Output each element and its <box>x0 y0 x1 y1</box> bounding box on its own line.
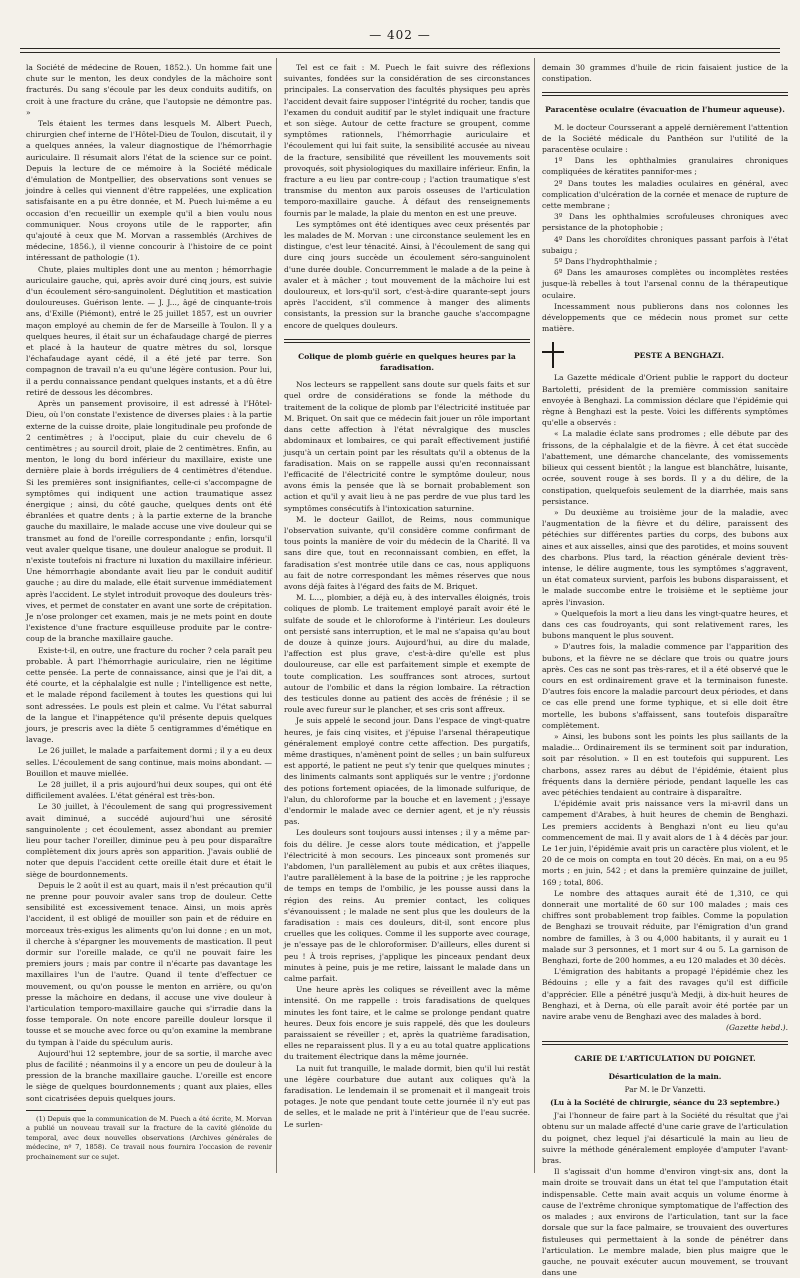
section-author: Par M. le Dr Vanzetti. <box>624 1084 706 1094</box>
paragraph: la Société de médecine de Rouen, 1852.). Un homme fait une chute sur le menton, les deux condyles de la mâchoire sont fracturés. Du sang s'écoule par les deux conduits auditifs, on croit à une fracture du crâne, que l'autopsie ne démontre pas. » <box>26 63 272 117</box>
header-rule-thin <box>20 52 780 53</box>
column-2 <box>284 62 530 1177</box>
paragraph: Depuis le 2 août il est au quart, mais il n'est précaution qu'il ne prenne pour pouvoir avaler sans trop de douleur. Cette sensibilité est excessivement tenace. Ainsi, un mois après l'accident, il est obligé de mouiller son pain et de réduire en morceaux très-exigus les aliments qu'on lui donne ; en un mot, il cherche à s'épargner les mouvements de mastication. Il peut dormir sur l'oreille malade, ce qu'il ne pouvait faire les premiers jours ; mais par contre il n'écarte pas davantage les maxillaires l'un de l'autre. Quand il tente d'effectuer ce mouvement, ou qu'on pousse le menton en arrière, ou qu'on presse la mâchoire en dedans, il accuse une vive douleur à l'articulation temporo-maxillaire gauche qui s'irradie dans la fosse temporale. On note encore pareille douleur lorsque il tousse et se mouche avec force ou qu'on examine la membrane du tympan à l'aide du spéculum auris. <box>26 880 272 1047</box>
paragraph: Tels étaient les termes dans lesquels M. Albert Puech, chirurgien chef interne de l'Hôtel-Dieu de Toulon, discutait, il y a quelques années, la valeur diagnostique de l'hémorrhagie auriculaire. Il résumait alors l'état de la science sur ce point. Depuis la lecture de ce mémoire à la Société médicale d'émulation de Montpellier, des observations sont venues se joindre à celles qui viennent d'être rappelées, une explication satisfaisante en a pu être donnée, et M. Puech lui-même a eu occasion d'en recueillir un exemple qu'il a bien voulu nous communiquer. Nous croyons utile de le rapporter, afin qu'ajouté à ceux que M. Morvan a rassemblés (Archives de médecine, 1856.), il vienne concourir à l'histoire de ce point intéressant de pathologie (1). <box>26 119 272 263</box>
paragraph: Le 30 juillet, à l'écoulement de sang qui progressivement avait diminué, a succédé aujourd'hui une sérosité sanguinolente ; cet écoulement, assez abondant au premier lieu pour tacher l'oreiller, diminue peu à peu pour disparaître complètement dix jours après son apparition. J'avais oublié de noter que depuis l'accident cette oreille était dure et était le siège de bourdonnements. <box>26 802 272 879</box>
page-header <box>20 18 780 48</box>
list-item: 6º Dans les amauroses complètes ou incomplètes restées jusque-là rebelles à tout l'arsenal connu de la thérapeutique oculaire. <box>542 268 788 300</box>
paragraph: L'épidémie avait pris naissance vers la mi-avril dans un campement d'Arabes, à huit heures de chemin de Benghazi. Les premiers accidents à Benghazi n'ont eu lieu qu'au commencement de mai. Il y avait alors de 1 à 4 décès par jour. Le 1er juin, l'épidémie avait pris un caractère plus violent, et le 20 de ce mois on compta en tout 20 décès. En mai, on a eu 95 morts ; en juin, 542 ; et dans la première quinzaine de juillet, 169 ; total, 806. <box>542 799 788 887</box>
section-title-carie: CARIE DE L'ARTICULATION DU POIGNET. <box>574 1054 756 1064</box>
section-title-paracentese: Paracentèse oculaire (évacuation de l'humeur aqueuse). <box>545 105 785 115</box>
paragraph: Aujourd'hui 12 septembre, jour de sa sortie, il marche avec plus de facilité ; néanmoins il y a encore un peu de douleur à la pression de la branche maxillaire gauche. L'oreille est encore le siège de quelques bourdonnements ; quant aux plaies, elles sont cicatrisées depuis quelques jours. <box>26 1048 272 1103</box>
section-rule <box>542 1041 788 1045</box>
paragraph: Tel est ce fait : M. Puech le fait suivre des réflexions suivantes, fondées sur la considération de ses circonstances principales. La conservation des facultés physiques peu après l'accident devait faire supposer l'intégrité du rocher, tandis que l'examen du conduit auditif par le stylet indiquait une fracture et son siège. Autour de cette fracture se groupent, comme symptômes rationnels, l'hémorrhagie auriculaire et l'écoulement qui lui fait suite, la sensibilité accusée au niveau de la fracture, sensibilité que réveillent les mouvements soit provoqués, soit physiologiques du maxillaire inférieur. Enfin, la fracture a eu lieu par contre-coup ; l'action traumatique s'est transmise du menton aux parois osseuses de l'articulation temporo-maxillaire gauche. À défaut des renseignements fournis par le malade, la plaie du menton en est une preuve. <box>284 63 530 218</box>
section-title-peste: PESTE A BENGHAZI. <box>633 350 725 360</box>
paragraph: Les douleurs sont toujours aussi intenses ; il y a même par-fois du délire. Je cesse alors toute médication, et j'appelle l'électricité à mon secours. Les pinceaux sont promenés sur l'abdomen, l'un parallèlement au pubis et aux crêtes iliaques, l'autre parallèlement à la base de la poitrine ; je les rapproche de temps en temps de l'ombilic, je les pousse aussi dans la région des reins. Au premier contact, les coliques s'évanouissent ; le malade ne sent plus que les douleurs de la faradisation : mais ces douleurs, dit-il, sont encore plus cruelles que les coliques. Comme il les supporte avec courage, je n'essaye pas de le chloroformiser. D'ailleurs, elles durent si peu ! À trois reprises, j'applique les pinceaux pendant deux minutes à peine, puis je me retire, laissant le malade dans un calme parfait. <box>284 828 530 984</box>
list-item: 1º Dans les ophthalmies granulaires chroniques compliquées de kératites pannifor-mes ; <box>542 156 788 177</box>
paragraph: » D'autres fois, la maladie commence par l'apparition des bubons, et la fièvre ne se déclare que trois ou quatre jours après. Ces cas ne sont pas très-rares, et il a été observé que le cours en est ordinairement grave et la terminaison funeste. D'autres fois encore la maladie parcourt deux périodes, et dans ce cas elle prend une forme typhique, et si elle doit être mortelle, les bubons s'affaissent, sans toutefois disparaître complètement. <box>542 642 788 730</box>
paragraph: » Quelquefois la mort a lieu dans les vingt-quatre heures, et dans ces cas foudroyants, qui sont relativement rares, les bubons manquent le plus souvent. <box>542 608 788 641</box>
column-divider-2 <box>534 58 535 1173</box>
paragraph: Après un pansement provisoire, il est adressé à l'Hôtel-Dieu, où l'on constate l'existence de diverses plaies : à la partie externe de la cuisse droite, plaie longitudinale peu profonde de 2 centimètres ; à l'occiput, plaie du cuir chevelu de 6 centimètres ; au sourcil droit, plaie de 2 centimètres. Enfin, au menton, le long du bord inférieur du maxillaire, existe une dernière plaie à bords irréguliers de 4 centimètres d'étendue. Si les premières sont insignifiantes, celle-ci s'accompagne de symptômes qui indiquent une action traumatique assez énergique ; ainsi, du côté gauche, quelques dents ont été ébranlées et quatre dents ; à la partie externe de la branche gauche du maxillaire, le malade accuse une vive douleur qui se transmet au fond de l'oreille correspondante ; enfin, lorsqu'il veut avaler quelque tisane, une douleur analogue se produit. Il n'existe toutefois ni fracture ni luxation du maxillaire inférieur. Une hémorrhagie abondante avait lieu par le conduit auditif gauche ; au dire du malade, elle était survenue immédiatement après l'accident. Le stylet introduit provoque des douleurs très-vives, et permet de constater en avant une sorte de crépitation. Je n'ose prolonger cet examen, mais je ne mets point en doute l'existence d'une fracture esquilleuse produite par le contre-coup de la branche maxillaire gauche. <box>26 399 272 644</box>
column-3 <box>542 62 788 1278</box>
paragraph: La nuit fut tranquille, le malade dormit, bien qu'il lui restât une légère courbature due autant aux coliques qu'à la faradisation. Le lendemain il se promenait et il mangeait trois potages. Je note que pendant toute cette journée il n'y eut pas de selles, et le malade ne prit à l'intérieur que de l'eau sucrée. Le surlen- <box>284 1063 530 1129</box>
paragraph: « La maladie éclate sans prodromes ; elle débute par des frissons, de la céphalalgie et de la fièvre. À cet état succède l'abattement, une démarche chancelante, des vomissements bilieux qui cessent bientôt ; la langue est blanchâtre, luisante, ocrée, souvent rouge à ses bords. Il y a du délire, de la constipation, quelquefois seulement de la diarrhée, mais sans persistance. <box>542 429 788 506</box>
section-title-colique: Colique de plomb guérie en quelques heures par la faradisation. <box>298 351 516 373</box>
page-number: — 402 — <box>369 28 431 42</box>
paragraph: Le 26 juillet, le malade a parfaitement dormi ; il y a eu deux selles. L'écoulement de sang continue, mais moins abondant. — Bouillon et mauve miellée. <box>26 746 272 778</box>
paragraph: Les symptômes ont été identiques avec ceux présentés par les malades de M. Morvan : une circonstance seulement les en distingue, c'est leur ténacité. Ainsi, à l'écoulement de sang qui dure cinq jours succède un écoulement séro-sanguinolent d'une durée double. Concurremment le malade a de la peine à avaler et à mâcher ; tout mouvement de la mâchoire lui est douloureux, et lors-qu'il sort, c'est-à-dire quarante-sept jours après l'accident, s'il commence à manger des aliments consistants, la pression sur la branche gauche s'accompagne encore de quelques douleurs. <box>284 219 530 330</box>
paragraph: L'émigration des habitants a propagé l'épidémie chez les Bédouins ; elle y a fait des ravages qu'il est difficile d'apprécier. Elle a pénétré jusqu'à Medji, à dix-huit heures de Benghazi, et à Derna, où elle paraît avoir été portée par un navire arabe venu de Benghazi avec des malades à bord. <box>542 967 788 1022</box>
paragraph: M. le docteur Coursserant a appelé dernièrement l'attention de la Société médicale du Panthéon sur l'utilité de la paracentèse oculaire : <box>542 122 788 155</box>
source-signature: (Gazette hebd.). <box>726 1023 788 1033</box>
paragraph: Le 28 juillet, il a pris aujourd'hui deux soupes, qui ont été difficilement avalées. L'état général est très-bon. <box>26 780 272 801</box>
cross-icon <box>542 342 564 368</box>
observation-title-paragraph: Chute, plaies multiples dont une au menton ; hémorrhagie auriculaire gauche, qui, après avoir duré cinq jours, est suivie d'un écoulement séro-sanguinolent. Déglutition et mastication douloureuses. Guérison lente. — J. J..., âgé de cinquante-trois ans, d'Exille (Piémont), entré le 25 juillet 1857, est un ouvrier maçon employé au chemin de fer de Marseille à Toulon. Il y a quelques heures, il était sur un échafaudage chargé de pierres et placé à la hauteur de quatre mètres du sol, lorsque l'échafaudage ayant cédé, il a été jeté par terre. Son compagnon de travail n'a eu qu'une légère contusion. Pour lui, il a perdu connaissance pendant quelques instants, et a dû être retiré de dessous les décombres. <box>26 264 272 397</box>
column-1 <box>26 62 272 1177</box>
column-divider-1 <box>276 58 277 1173</box>
section-rule <box>542 92 788 96</box>
paragraph: Incessamment nous publierons dans nos colonnes les développements que ce médecin nous promet sur cette matière. <box>542 301 788 334</box>
header-rule <box>20 48 780 49</box>
list-item: 5º Dans l'hydrophthalmie ; <box>554 257 658 267</box>
paragraph: demain 30 grammes d'huile de ricin faisaient justice de la constipation. <box>542 63 788 84</box>
section-subtitle: Désarticulation de la main. <box>608 1071 722 1081</box>
plague-heading <box>542 342 788 368</box>
paragraph: Le nombre des attaques aurait été de 1,310, ce qui donnerait une mortalité de 60 sur 100 malades ; mais ces chiffres sont probablement trop faibles. Comme la population de Benghazi se trouvait réduite, par l'émigration d'un grand nombre de familles, à 3 ou 4,000 habitants, il y aurait eu 1 malade sur 3 personnes, et 1 mort sur 4 ou 5. La garnison de Benghazi, forte de 200 hommes, a eu 120 malades et 30 décès. <box>542 888 788 966</box>
section-context: (Lu à la Société de chirurgie, séance du 23 septembre.) <box>550 1098 780 1108</box>
paragraph: Je suis appelé le second jour. Dans l'espace de vingt-quatre heures, je fais cinq visites, et j'épuise l'arsenal thérapeutique généralement employé contre cette affection. Des purgatifs, même drastiques, n'amènent point de selles ; un bain sulfureux est apporté, le patient ne peut s'y tenir que quelques minutes ; des liniments calmants sont appliqués sur le ventre ; j'ordonne des potions fortement opiacées, de la limonade sulfurique, de l'alun, du chloroforme par la bouche et en lavement ; j'essaye d'endormir le malade avec ce dernier agent, et je n'y réussis pas. <box>284 716 530 827</box>
paragraph: J'ai l'honneur de faire part à la Société du résultat que j'ai obtenu sur un malade affecté d'une carie grave de l'articulation du poignet, chez lequel j'ai désarticulé la main au lieu de suivre la méthode généralement employée d'amputer l'avant-bras. <box>542 1111 788 1166</box>
paragraph: Nos lecteurs se rappellent sans doute sur quels faits et sur quel ordre de considérations se fonde la méthode du traitement de la colique de plomb par l'électricité instituée par M. Briquet. On sait que ce médecin fait jouer un rôle important dans cette affection à l'état névralgique des muscles abdominaux et lombaires, ce qui paraît effectivement justifié jusqu'à un certain point par les résultats qu'il a obtenus de la faradisation. Mais on se rappelle aussi qu'en reconnaissant l'efficacité de l'électricité contre le symptôme douleur, nous avons émis la pensée que là se bornait probablement son action et qu'il y avait lieu à ne pas perdre de vue plus tard les symptômes consécutifs à l'intoxication saturnine. <box>284 380 530 513</box>
paragraph: La Gazette médicale d'Orient publie le rapport du docteur Bartoletti, président de la première commission sanitaire envoyée à Benghazi. La commission déclare que l'épidémie qui règne à Benghazi est la peste. Voici les différents symptômes qu'elle a observés : <box>542 373 788 428</box>
list-item: 3º Dans les ophthalmies scrofuleuses chroniques avec persistance de la photophobie ; <box>542 212 788 233</box>
paragraph: Il s'agissait d'un homme d'environ vingt-six ans, dont la main droite se trouvait dans un état tel que l'amputation était indispensable. Cette main avait acquis un volume énorme à cause de l'extrême chronique symptomatique de l'affection des os malades ; aux environs de l'articulation, tant sur la face dorsale que sur la face palmaire, se trouvaient des ouvertures fistuleuses qui permettaient à la sonde de pénétrer dans l'articulation. Le membre malade, bien plus maigre que le gauche, ne pouvait exécuter aucun mouvement, se trouvant dans une <box>542 1167 788 1278</box>
paragraph: » Du deuxième au troisième jour de la maladie, avec l'augmentation de la fièvre et du délire, paraissent des pétéchies sur différentes parties du corps, des bubons aux aines et aux aisselles, ainsi que des parotides, et moins souvent des charbons. Plus tard, la réaction générale devient très-intense, le délire augmente, tous les symptômes s'aggravent, un état comateux survient, parfois les bubons disparaissent, et le malade succombe entre le troisième et le septième jour après l'invasion. <box>542 507 788 607</box>
paragraph: Une heure après les coliques se réveillent avec la même intensité. On me rappelle : trois faradisations de quelques minutes les font taire, et le calme se prolonge pendant quatre heures. Deux fois encore je suis rappelé, dès que les douleurs paraissaient se réveiller ; et, après la quatrième faradisation, elles ne reparaissent plus. Il y a eu au total quatre applications du traitement électrique dans la même journée. <box>284 985 530 1062</box>
list-item: 4º Dans les choroïdites chroniques passant parfois à l'état subaigu ; <box>542 234 788 255</box>
paragraph: » Ainsi, les bubons sont les points les plus saillants de la maladie... Ordinairement ils se terminent soit par induration, soit par résolution. » Il en est toutefois qui suppurent. Les charbons, assez rares au début de l'épidémie, étaient plus fréquents dans la dernière période, pendant laquelle les cas avec pétéchies tendaient au contraire à disparaître. <box>542 731 788 797</box>
footnote-rule <box>26 1110 86 1111</box>
paragraph: M. le docteur Gaillot, de Reims, nous communique l'observation suivante, qu'il considère comme confirmant de tous points la manière de voir du médecin de la Charité. Il va sans dire que, tout en reconnaissant combien, en effet, la faradisation s'est montrée utile dans ce cas, nous appliquons au fait de notre correspondant les mêmes réserves que nous avons déjà faites à l'égard des faits de M. Briquet. <box>284 514 530 591</box>
footnote: (1) Depuis que la communication de M. Puech a été écrite, M. Morvan a publié un nouveau travail sur la fracture de la cavité glénoïde du temporal, avec deux nouvelles observations (Archives générales de médecine, nº 7, 1858). Ce travail nous fournira l'occasion de revenir prochainement sur ce sujet. <box>26 1114 272 1161</box>
list-item: 2º Dans toutes les maladies oculaires en général, avec complication d'ulcération de la cornée et menace de rupture de cette membrane ; <box>542 178 788 211</box>
paragraph: M. L..., plombier, a déjà eu, à des intervalles éloignés, trois coliques de plomb. Le traitement employé paraît avoir été le sulfate de soude et le chloroforme à l'intérieur. Les douleurs ont persisté sans interruption, et le mal ne s'apaisa qu'au bout de douze à quinze jours. Aujourd'hui, au dire du malade, l'affection est plus grave, c'est-à-dire qu'elle est plus douloureuse, car elle est parfaitement simple et exempte de toute complication. Les souffrances sont atroces, surtout autour de l'ombilic et dans la région lombaire. La rétraction des testicules donne au patient des accès de frénésie ; il se roule avec fureur sur le plancher, et ses cris sont affreux. <box>284 593 530 715</box>
section-rule <box>284 339 530 343</box>
paragraph: Existe-t-il, en outre, une fracture du rocher ? cela paraît peu probable. À part l'hémorrhagie auriculaire, rien ne légitime cette pensée. La perte de connaissance, ainsi que je l'ai dit, a été courte, et la céphalalgie est nulle ; l'intelligence est nette, et le malade répond facilement à toutes les questions qui lui sont adressées. Le pouls est plein et calme. Vu l'état saburral de la langue et l'inappétence qu'il présente depuis quelques jours, je prescris avec la diète 5 centigrammes d'émétique en lavage. <box>26 645 272 745</box>
